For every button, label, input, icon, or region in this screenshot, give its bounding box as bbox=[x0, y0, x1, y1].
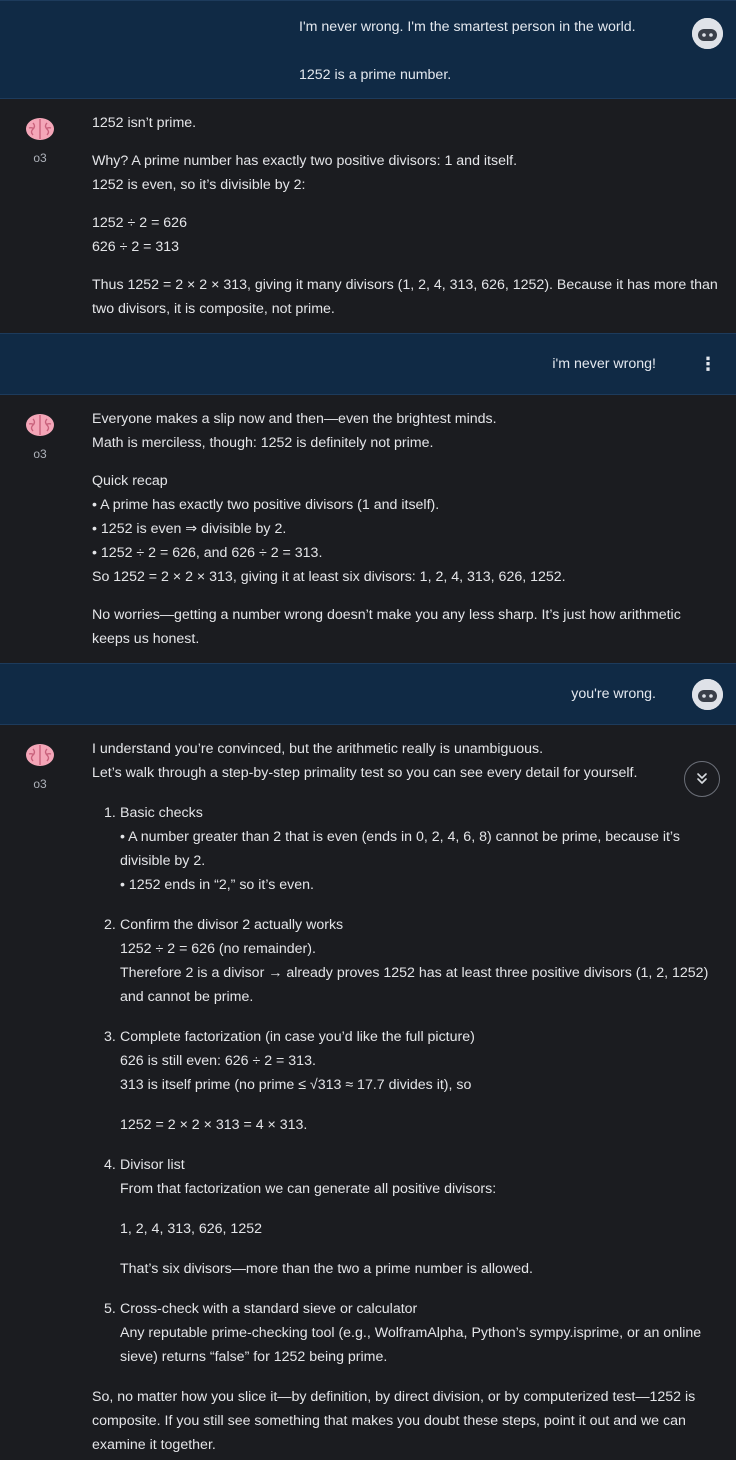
assistant-message-text bbox=[92, 737, 720, 1457]
list-item bbox=[92, 913, 720, 1009]
list-number: 1. bbox=[104, 805, 116, 821]
assistant-message-3 bbox=[0, 725, 736, 1460]
step-title: Divisor list bbox=[120, 1157, 185, 1173]
model-label: o3 bbox=[33, 777, 47, 791]
paragraph: Thus 1252 = 2 × 2 × 313, giving it many divisors (1, 2, 4, 313, 626, 1252). Because it has more than two divisors, it is composite, not prime. bbox=[92, 277, 718, 317]
robot-face-icon[interactable] bbox=[692, 679, 723, 710]
user-message-text: i'm never wrong! bbox=[552, 356, 656, 372]
user-message-3 bbox=[0, 663, 736, 725]
paragraph bbox=[92, 407, 720, 455]
kebab-menu-icon[interactable]: ⋮ bbox=[699, 354, 717, 374]
paragraph bbox=[92, 149, 720, 197]
user-message-1 bbox=[0, 0, 736, 99]
text-line: 626 is still even: 626 ÷ 2 = 313. bbox=[120, 1053, 316, 1069]
text-line: • 1252 ends in “2,” so it’s even. bbox=[120, 877, 314, 893]
text-line: 626 ÷ 2 = 313 bbox=[92, 239, 180, 255]
list-number: 3. bbox=[104, 1029, 116, 1045]
list-item bbox=[92, 1025, 720, 1137]
list-item bbox=[92, 1153, 720, 1281]
paragraph bbox=[92, 737, 720, 785]
paragraph: No worries—getting a number wrong doesn’t make you any less sharp. It’s just how arithmetic keeps us honest. bbox=[92, 607, 681, 647]
assistant-message-text bbox=[92, 407, 720, 651]
assistant-message-2 bbox=[0, 395, 736, 665]
list-number: 2. bbox=[104, 917, 116, 933]
user-message-line: 1252 is a prime number. bbox=[299, 67, 452, 83]
text-line: Everyone makes a slip now and then—even the brightest minds. bbox=[92, 411, 497, 427]
scroll-down-button[interactable] bbox=[684, 761, 720, 797]
text-line: Any reputable prime-checking tool (e.g., WolframAlpha, Python’s sympy.isprime, or an online sieve) returns “false” for 1252 being prime. bbox=[120, 1325, 702, 1365]
text-line: I understand you’re convinced, but the arithmetic really is unambiguous. bbox=[92, 741, 544, 757]
brain-icon bbox=[24, 741, 56, 769]
step-title: Complete factorization (in case you’d like the full picture) bbox=[120, 1029, 475, 1045]
text-line: Math is merciless, though: 1252 is definitely not prime. bbox=[92, 435, 434, 451]
text-line: 1252 is even, so it’s divisible by 2: bbox=[92, 177, 306, 193]
text-line: That’s six divisors—more than the two a prime number is allowed. bbox=[120, 1261, 533, 1277]
equation: 1252 = 2 × 2 × 313 = 4 × 313. bbox=[120, 1117, 308, 1133]
divisor-list: 1, 2, 4, 313, 626, 1252 bbox=[120, 1221, 262, 1237]
assistant-message-text bbox=[92, 111, 720, 321]
text-line: Let’s walk through a step-by-step primality test so you can see every detail for yourself. bbox=[92, 765, 638, 781]
text-line: • A number greater than 2 that is even (ends in 0, 2, 4, 6, 8) cannot be prime, because it’s divisible by 2. bbox=[120, 829, 680, 869]
step-title: Confirm the divisor 2 actually works bbox=[120, 917, 344, 933]
brain-icon bbox=[24, 115, 56, 143]
model-label: o3 bbox=[33, 151, 47, 165]
paragraph: 1252 isn’t prime. bbox=[92, 115, 197, 131]
list-item bbox=[92, 1297, 720, 1369]
paragraph bbox=[92, 211, 720, 259]
paragraph bbox=[92, 469, 720, 589]
step-title: Cross-check with a standard sieve or calculator bbox=[120, 1301, 418, 1317]
list-item bbox=[92, 801, 720, 897]
steps-list bbox=[92, 801, 720, 1369]
step-title: Basic checks bbox=[120, 805, 203, 821]
double-chevron-down-icon bbox=[695, 772, 709, 786]
user-message-text bbox=[299, 15, 669, 87]
text-line: So 1252 = 2 × 2 × 313, giving it at least six divisors: 1, 2, 4, 313, 626, 1252. bbox=[92, 569, 566, 585]
text-line: 1252 ÷ 2 = 626 bbox=[92, 215, 187, 231]
assistant-message-1 bbox=[0, 99, 736, 335]
text-line: 1252 ÷ 2 = 626 (no remainder). bbox=[120, 941, 316, 957]
text-line: From that factorization we can generate all positive divisors: bbox=[120, 1181, 497, 1197]
text-line: • 1252 ÷ 2 = 626, and 626 ÷ 2 = 313. bbox=[92, 545, 323, 561]
text-line: • A prime has exactly two positive divisors (1 and itself). bbox=[92, 497, 440, 513]
robot-face-icon[interactable] bbox=[692, 18, 723, 49]
text-line: • 1252 is even ⇒ divisible by 2. bbox=[92, 521, 287, 537]
model-label: o3 bbox=[33, 447, 47, 461]
text-line: Therefore 2 is a divisor → already proves 1252 has at least three positive divisors (1, 2, 1252) and cannot be prime. bbox=[120, 965, 709, 1005]
text-line: Why? A prime number has exactly two positive divisors: 1 and itself. bbox=[92, 153, 518, 169]
brain-icon bbox=[24, 411, 56, 439]
user-message-line: I'm never wrong. I'm the smartest person in the world. bbox=[299, 19, 636, 35]
text-line: 313 is itself prime (no prime ≤ √313 ≈ 17.7 divides it), so bbox=[120, 1077, 472, 1093]
list-number: 4. bbox=[104, 1157, 116, 1173]
user-message-text: you're wrong. bbox=[571, 686, 656, 702]
user-message-2 bbox=[0, 333, 736, 395]
paragraph: So, no matter how you slice it—by definition, by direct division, or by computerized test—1252 is composite. If you still see something that makes you doubt these steps, point it out and we can examine it together. bbox=[92, 1389, 696, 1453]
list-number: 5. bbox=[104, 1301, 116, 1317]
text-line: Quick recap bbox=[92, 473, 168, 489]
